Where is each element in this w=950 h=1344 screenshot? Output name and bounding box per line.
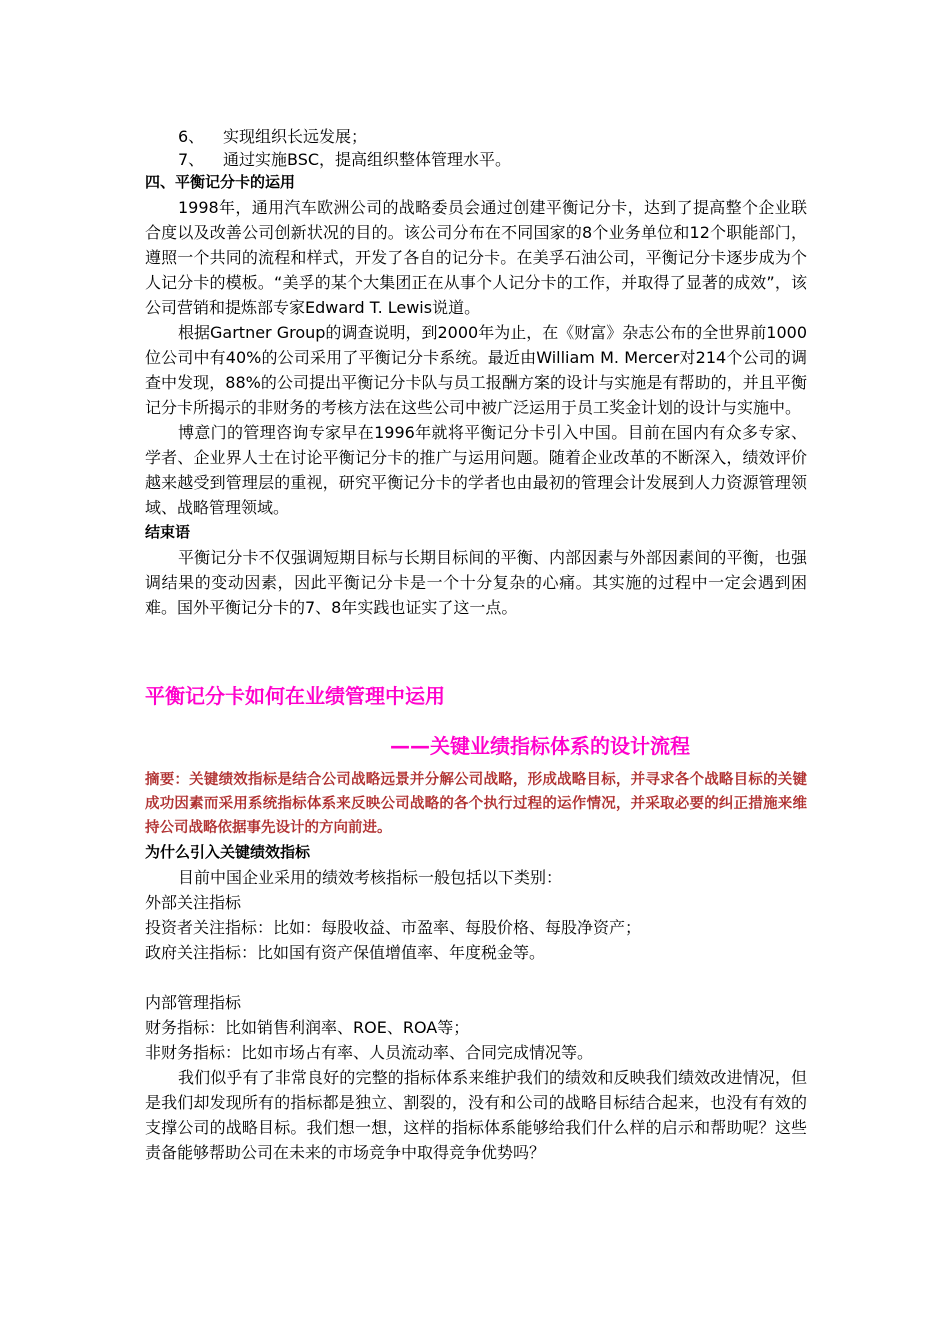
list-item <box>145 147 807 170</box>
list-item: 投资者关注指标：比如：每股收益、市盈率、每股价格、每股净资产； <box>145 918 642 937</box>
section-heading: 为什么引入关键绩效指标 <box>145 843 311 861</box>
list-item: 非财务指标：比如市场占有率、人员流动率、合同完成情况等。 <box>145 1043 594 1062</box>
list-text: 实现组织长远发展； <box>223 127 368 146</box>
closing-paragraph: 我们似乎有了非常良好的完整的指标体系来维护我们的绩效和反映我们绩效改进情况，但是我们却发现所有的指标都是独立、割裂的，没有和公司的战略目标结合起来，也没有有效的支撑公司的战略目标。我们想一想，这样的指标体系能够给我们什么样的启示和帮助呢？这些责备能够帮助公司在未来的市场竞争中取得竞争优势吗？ <box>145 1068 807 1162</box>
paragraph: 1998年，通用汽车欧洲公司的战略委员会通过创建平衡记分卡，达到了提高整个企业联合度以及改善公司创新状况的目的。该公司分布在不同国家的8个业务单位和12个职能部门，遵照一个共同的流程和样式，开发了各自的记分卡。在美孚石油公司，平衡记分卡逐步成为个人记分卡的模板。“美孚的某个大集团正在从事个人记分卡的工作，并取得了显著的成效”，该公司营销和提炼部专家Edward T. Lewis说道。 <box>145 198 807 317</box>
list-number: 6、 <box>178 127 205 146</box>
list-item <box>145 124 807 147</box>
article-subtitle: ——关键业绩指标体系的设计流程 <box>390 734 690 758</box>
paragraph: 根据Gartner Group的调查说明，到2000年为止，在《财富》杂志公布的全世界前1000位公司中有40%的公司采用了平衡记分卡系统。最近由William M. Mercer对214个公司的调查中发现，88%的公司提出平衡记分卡队与员工报酬方案的设计与实施是有帮助的，并且平衡记分卡所揭示的非财务的考核方法在这些公司中被广泛运用于员工奖金计划的设计与实施中。 <box>145 323 807 417</box>
list-item: 政府关注指标：比如国有资产保值增值率、年度税金等。 <box>145 943 546 962</box>
document-body <box>145 124 807 1165</box>
conclusion-heading: 结束语 <box>145 523 191 541</box>
list-text: 通过实施BSC，提高组织整体管理水平。 <box>223 150 512 169</box>
spacer <box>145 620 807 682</box>
conclusion-paragraph: 平衡记分卡不仅强调短期目标与长期目标间的平衡、内部因素与外部因素间的平衡，也强调结果的变动因素，因此平衡记分卡是一个十分复杂的心痛。其实施的过程中一定会遇到困难。国外平衡记分卡的7、8年实践也证实了这一点。 <box>145 548 807 617</box>
section-heading: 四、平衡记分卡的运用 <box>145 173 296 191</box>
list-number: 7、 <box>178 150 205 169</box>
spacer <box>145 710 807 732</box>
paragraph: 目前中国企业采用的绩效考核指标一般包括以下类别： <box>178 868 563 887</box>
article-title: 平衡记分卡如何在业绩管理中运用 <box>145 684 445 708</box>
paragraph: 博意门的管理咨询专家早在1996年就将平衡记分卡引入中国。目前在国内有众多专家、学者、企业界人士在讨论平衡记分卡的推广与运用问题。随着企业改革的不断深入，绩效评价越来越受到管理层的重视，研究平衡记分卡的学者也由最初的管理会计发展到人力资源管理领域、战略管理领域。 <box>145 423 807 517</box>
list-item: 财务指标：比如销售利润率、ROE、ROA等； <box>145 1018 470 1037</box>
abstract: 摘要：关键绩效指标是结合公司战略远景并分解公司战略，形成战略目标，并寻求各个战略目标的关键成功因素而采用系统指标体系来反映公司战略的各个执行过程的运作情况，并采取必要的纠正措施来维持公司战略依据事先设计的方向前进。 <box>145 772 807 836</box>
spacer <box>145 965 807 990</box>
internal-indicators-title: 内部管理指标 <box>145 993 242 1012</box>
spacer <box>145 760 807 768</box>
external-indicators-title: 外部关注指标 <box>145 893 242 912</box>
